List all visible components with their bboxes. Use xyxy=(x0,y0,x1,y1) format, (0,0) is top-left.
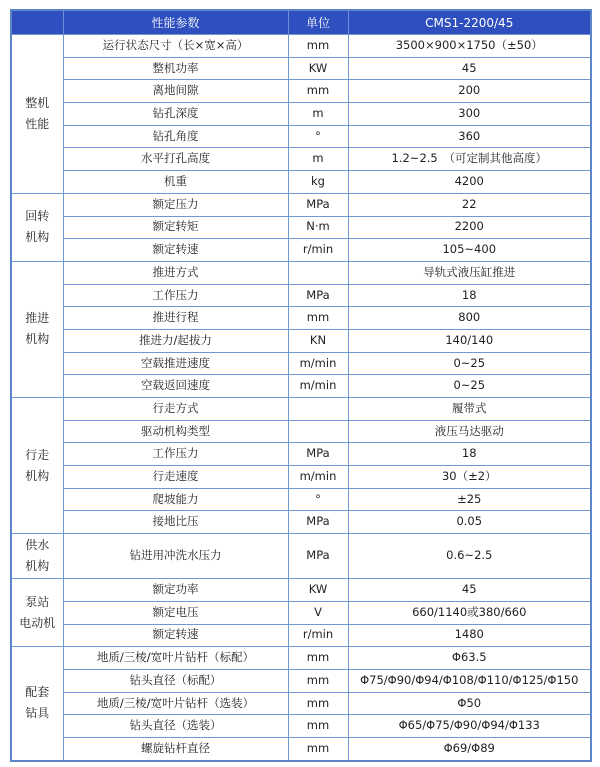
param-value: 18 xyxy=(348,284,591,307)
param-unit: MPa xyxy=(288,511,348,534)
param-value: 660/1140或380/660 xyxy=(348,601,591,624)
param-unit: mm xyxy=(288,715,348,738)
param-name: 爬坡能力 xyxy=(63,488,288,511)
param-unit: r/min xyxy=(288,624,348,647)
param-unit: MPa xyxy=(288,193,348,216)
param-name: 地质/三棱/宽叶片钻杆（选装） xyxy=(63,692,288,715)
param-unit: m/min xyxy=(288,352,348,375)
header-model: CMS1-2200/45 xyxy=(348,10,591,35)
param-name: 机重 xyxy=(63,171,288,194)
group-label-pump-motor: 泵站 电动机 xyxy=(11,579,63,647)
group-label-travel: 行走 机构 xyxy=(11,398,63,534)
table-row xyxy=(11,420,591,443)
param-unit xyxy=(288,261,348,284)
param-name: 工作压力 xyxy=(63,443,288,466)
spec-table xyxy=(10,9,592,762)
table-row xyxy=(11,443,591,466)
table-row xyxy=(11,534,591,579)
param-value: 105~400 xyxy=(348,239,591,262)
group-label-drilling-tools: 配套 钻具 xyxy=(11,647,63,761)
param-value: 1480 xyxy=(348,624,591,647)
param-value: 履带式 xyxy=(348,398,591,421)
header-unit: 单位 xyxy=(288,10,348,35)
param-unit: KW xyxy=(288,579,348,602)
param-name: 地质/三棱/宽叶片钻杆（标配） xyxy=(63,647,288,670)
param-value: 200 xyxy=(348,80,591,103)
table-row xyxy=(11,284,591,307)
table-row xyxy=(11,103,591,126)
param-value: 140/140 xyxy=(348,329,591,352)
param-name: 额定功率 xyxy=(63,579,288,602)
param-name: 钻孔角度 xyxy=(63,125,288,148)
param-value: 0.05 xyxy=(348,511,591,534)
table-row xyxy=(11,488,591,511)
param-unit xyxy=(288,398,348,421)
param-name: 额定转速 xyxy=(63,239,288,262)
table-row xyxy=(11,511,591,534)
table-row xyxy=(11,148,591,171)
param-unit: r/min xyxy=(288,239,348,262)
header-row xyxy=(11,10,591,35)
param-name: 接地比压 xyxy=(63,511,288,534)
param-value: Φ63.5 xyxy=(348,647,591,670)
param-unit: m/min xyxy=(288,466,348,489)
table-row xyxy=(11,125,591,148)
param-name: 空载返回速度 xyxy=(63,375,288,398)
param-unit xyxy=(288,420,348,443)
param-name: 额定压力 xyxy=(63,193,288,216)
spec-body xyxy=(11,35,591,761)
param-value: 30（±2） xyxy=(348,466,591,489)
param-unit: mm xyxy=(288,80,348,103)
param-value: 22 xyxy=(348,193,591,216)
param-name: 行走方式 xyxy=(63,398,288,421)
param-unit: KW xyxy=(288,57,348,80)
table-row xyxy=(11,601,591,624)
param-unit: m/min xyxy=(288,375,348,398)
param-unit: m xyxy=(288,148,348,171)
param-name: 钻孔深度 xyxy=(63,103,288,126)
param-unit: ° xyxy=(288,488,348,511)
param-name: 运行状态尺寸（长×宽×高） xyxy=(63,35,288,58)
param-value: 360 xyxy=(348,125,591,148)
param-name: 推进力/起拔力 xyxy=(63,329,288,352)
param-value: ±25 xyxy=(348,488,591,511)
param-name: 额定转速 xyxy=(63,624,288,647)
param-value: 2200 xyxy=(348,216,591,239)
param-value: 800 xyxy=(348,307,591,330)
param-value: 4200 xyxy=(348,171,591,194)
table-row xyxy=(11,715,591,738)
param-value: 0~25 xyxy=(348,375,591,398)
group-label-water-supply: 供水 机构 xyxy=(11,534,63,579)
param-unit: mm xyxy=(288,35,348,58)
table-row xyxy=(11,579,591,602)
table-row xyxy=(11,216,591,239)
table-row xyxy=(11,398,591,421)
param-name: 钻头直径（选装） xyxy=(63,715,288,738)
group-label-rotation: 回转 机构 xyxy=(11,193,63,261)
param-unit: mm xyxy=(288,307,348,330)
param-unit: mm xyxy=(288,669,348,692)
header-param: 性能参数 xyxy=(63,10,288,35)
param-name: 驱动机构类型 xyxy=(63,420,288,443)
table-row xyxy=(11,261,591,284)
param-unit: N·m xyxy=(288,216,348,239)
param-value: 45 xyxy=(348,579,591,602)
group-label-machine-performance: 整机 性能 xyxy=(11,35,63,194)
param-name: 工作压力 xyxy=(63,284,288,307)
param-name: 离地间隙 xyxy=(63,80,288,103)
param-value: 18 xyxy=(348,443,591,466)
param-unit: mm xyxy=(288,647,348,670)
param-name: 钻头直径（标配） xyxy=(63,669,288,692)
param-unit: mm xyxy=(288,692,348,715)
param-name: 行走速度 xyxy=(63,466,288,489)
param-name: 水平打孔高度 xyxy=(63,148,288,171)
param-unit: MPa xyxy=(288,534,348,579)
table-row xyxy=(11,375,591,398)
param-unit: MPa xyxy=(288,284,348,307)
table-row xyxy=(11,171,591,194)
header-group xyxy=(11,10,63,35)
param-unit: KN xyxy=(288,329,348,352)
table-row xyxy=(11,624,591,647)
param-value: 300 xyxy=(348,103,591,126)
param-unit: ° xyxy=(288,125,348,148)
param-value: 0.6~2.5 xyxy=(348,534,591,579)
param-name: 螺旋钻杆直径 xyxy=(63,737,288,760)
param-value: Φ65/Φ75/Φ90/Φ94/Φ133 xyxy=(348,715,591,738)
param-value: 45 xyxy=(348,57,591,80)
table-row xyxy=(11,647,591,670)
param-value: Φ69/Φ89 xyxy=(348,737,591,760)
param-value: 液压马达驱动 xyxy=(348,420,591,443)
param-name: 钻进用冲洗水压力 xyxy=(63,534,288,579)
param-unit: V xyxy=(288,601,348,624)
param-value: 3500×900×1750（±50） xyxy=(348,35,591,58)
table-row xyxy=(11,669,591,692)
table-row xyxy=(11,193,591,216)
group-label-feed: 推进 机构 xyxy=(11,261,63,397)
table-row xyxy=(11,57,591,80)
param-unit: kg xyxy=(288,171,348,194)
param-name: 空载推进速度 xyxy=(63,352,288,375)
param-name: 推进方式 xyxy=(63,261,288,284)
table-row xyxy=(11,466,591,489)
table-row xyxy=(11,307,591,330)
param-unit: mm xyxy=(288,737,348,760)
param-name: 额定转矩 xyxy=(63,216,288,239)
param-name: 整机功率 xyxy=(63,57,288,80)
param-name: 推进行程 xyxy=(63,307,288,330)
param-value: 1.2~2.5 （可定制其他高度） xyxy=(348,148,591,171)
param-unit: MPa xyxy=(288,443,348,466)
table-row xyxy=(11,692,591,715)
table-row xyxy=(11,239,591,262)
table-row xyxy=(11,329,591,352)
table-row xyxy=(11,80,591,103)
table-row xyxy=(11,352,591,375)
table-row xyxy=(11,35,591,58)
param-value: Φ75/Φ90/Φ94/Φ108/Φ110/Φ125/Φ150 xyxy=(348,669,591,692)
param-unit: m xyxy=(288,103,348,126)
table-row xyxy=(11,737,591,760)
param-value: 导轨式液压缸推进 xyxy=(348,261,591,284)
param-value: 0~25 xyxy=(348,352,591,375)
param-name: 额定电压 xyxy=(63,601,288,624)
param-value: Φ50 xyxy=(348,692,591,715)
